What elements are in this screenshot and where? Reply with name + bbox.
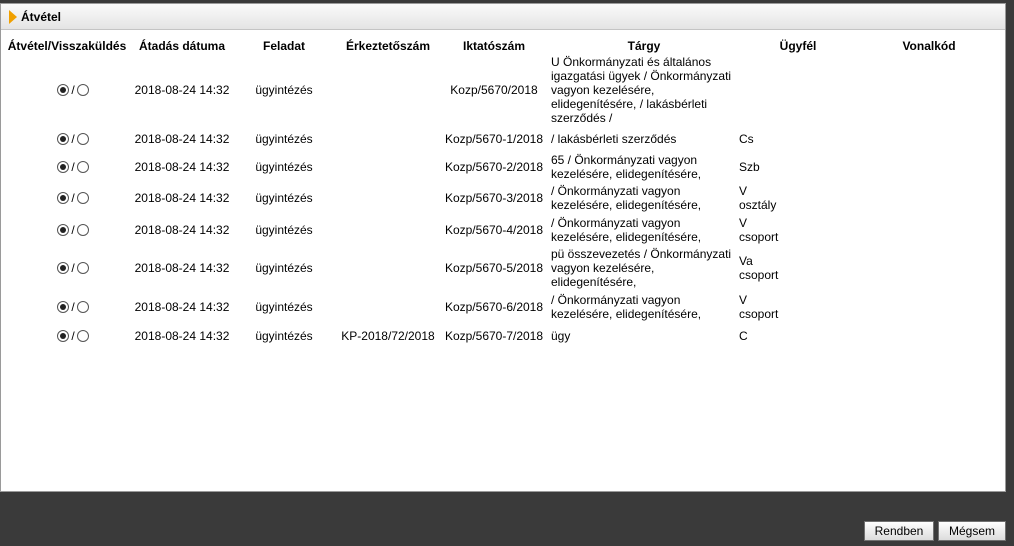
targy-cell: pü összevezetés / Önkormányzati vagyon kezelésére, elidegenítésére, <box>551 247 732 289</box>
ugyfel-cell: V csoport <box>739 216 779 244</box>
radio-cell <box>1 153 133 181</box>
iktatoszam-cell: Kozp/5670/2018 <box>450 83 538 97</box>
atadas-datuma-cell: 2018-08-24 14:32 <box>134 223 230 237</box>
iktatoszam-cell: Kozp/5670-3/2018 <box>444 191 544 205</box>
col-header-iktatoszam: Iktatószám <box>462 39 526 53</box>
triangle-right-icon <box>9 10 17 24</box>
erkeztetoszam-cell: KP-2018/72/2018 <box>341 329 435 343</box>
ugyfel-cell: V osztály <box>739 184 777 212</box>
erkeztetoszam-cell <box>337 153 439 181</box>
vonalkod-cell <box>857 181 1001 215</box>
feladat-cell: ügyintézés <box>255 132 313 146</box>
vonalkod-cell <box>857 245 1001 291</box>
targy-cell: ügy <box>551 329 571 343</box>
erkeztetoszam-cell <box>337 181 439 215</box>
vonalkod-cell <box>857 125 1001 153</box>
table-row <box>1 55 1001 125</box>
atvetel-dialog <box>0 3 1006 492</box>
radio-separator: / <box>71 191 75 205</box>
document-table <box>1 37 1001 349</box>
erkeztetoszam-cell <box>337 125 439 153</box>
radio-cell <box>1 125 133 153</box>
col-header-vonalkod: Vonalkód <box>902 39 956 53</box>
erkeztetoszam-cell <box>337 215 439 245</box>
radio-separator: / <box>71 83 75 97</box>
radio-separator: / <box>71 223 75 237</box>
atvetel-radio[interactable] <box>57 224 69 236</box>
iktatoszam-cell: Kozp/5670-2/2018 <box>444 160 544 174</box>
atadas-datuma-cell: 2018-08-24 14:32 <box>134 329 230 343</box>
vonalkod-cell <box>857 55 1001 125</box>
radio-separator: / <box>71 329 75 343</box>
feladat-cell: ügyintézés <box>255 191 313 205</box>
ok-button[interactable]: Rendben <box>864 521 934 541</box>
ugyfel-cell: Va csoport <box>739 254 779 282</box>
radio-separator: / <box>71 160 75 174</box>
atvetel-radio[interactable] <box>57 84 69 96</box>
iktatoszam-cell: Kozp/5670-5/2018 <box>444 261 544 275</box>
feladat-cell: ügyintézés <box>255 83 313 97</box>
feladat-cell: ügyintézés <box>255 329 313 343</box>
dialog-title: Átvétel <box>21 9 62 24</box>
vonalkod-cell <box>857 153 1001 181</box>
atadas-datuma-cell: 2018-08-24 14:32 <box>134 83 230 97</box>
atvetel-radio[interactable] <box>57 133 69 145</box>
feladat-cell: ügyintézés <box>255 300 313 314</box>
targy-cell: 65 / Önkormányzati vagyon kezelésére, elidegenítésére, <box>551 153 702 181</box>
vonalkod-cell <box>857 215 1001 245</box>
col-header-feladat: Feladat <box>262 39 305 53</box>
erkeztetoszam-cell <box>337 291 439 323</box>
visszakuldes-radio[interactable] <box>77 133 89 145</box>
erkeztetoszam-cell <box>337 245 439 291</box>
radio-cell <box>1 291 133 323</box>
ugyfel-cell: Cs <box>739 132 754 146</box>
feladat-cell: ügyintézés <box>255 261 313 275</box>
visszakuldes-radio[interactable] <box>77 161 89 173</box>
col-header-ugyfel: Ügyfél <box>779 39 817 53</box>
ugyfel-cell <box>739 55 857 125</box>
table-row <box>1 181 1001 215</box>
dialog-titlebar <box>1 4 1005 30</box>
table-body <box>1 55 1001 349</box>
table-row <box>1 215 1001 245</box>
targy-cell: / Önkormányzati vagyon kezelésére, elidegenítésére, <box>551 184 702 212</box>
targy-cell: / Önkormányzati vagyon kezelésére, elidegenítésére, <box>551 293 702 321</box>
iktatoszam-cell: Kozp/5670-1/2018 <box>444 132 544 146</box>
table-row <box>1 245 1001 291</box>
atadas-datuma-cell: 2018-08-24 14:32 <box>134 160 230 174</box>
feladat-cell: ügyintézés <box>255 160 313 174</box>
table-row <box>1 153 1001 181</box>
radio-cell <box>1 323 133 349</box>
visszakuldes-radio[interactable] <box>77 224 89 236</box>
atvetel-radio[interactable] <box>57 330 69 342</box>
radio-separator: / <box>71 132 75 146</box>
cancel-button[interactable]: Mégsem <box>938 521 1006 541</box>
ugyfel-cell: V csoport <box>739 293 779 321</box>
visszakuldes-radio[interactable] <box>77 84 89 96</box>
table-row <box>1 125 1001 153</box>
feladat-cell: ügyintézés <box>255 223 313 237</box>
visszakuldes-radio[interactable] <box>77 262 89 274</box>
visszakuldes-radio[interactable] <box>77 192 89 204</box>
ugyfel-cell: Szb <box>739 160 760 174</box>
table-header <box>1 37 1001 55</box>
atadas-datuma-cell: 2018-08-24 14:32 <box>134 261 230 275</box>
iktatoszam-cell: Kozp/5670-6/2018 <box>444 300 544 314</box>
targy-cell: U Önkormányzati és általános igazgatási ügyek / Önkormányzati vagyon kezelésére, elidegenítésére, / lakásbérleti szerződés / <box>551 55 732 125</box>
visszakuldes-radio[interactable] <box>77 330 89 342</box>
radio-cell <box>1 215 133 245</box>
ugyfel-cell: C <box>739 329 748 343</box>
vonalkod-cell <box>857 323 1001 349</box>
atvetel-radio[interactable] <box>57 301 69 313</box>
radio-cell <box>1 55 133 125</box>
atvetel-radio[interactable] <box>57 262 69 274</box>
radio-separator: / <box>71 261 75 275</box>
atadas-datuma-cell: 2018-08-24 14:32 <box>134 132 230 146</box>
col-header-erkeztetoszam: Érkeztetőszám <box>345 39 431 53</box>
atadas-datuma-cell: 2018-08-24 14:32 <box>134 191 230 205</box>
atvetel-radio[interactable] <box>57 161 69 173</box>
table-row <box>1 323 1001 349</box>
vonalkod-cell <box>857 291 1001 323</box>
radio-cell <box>1 181 133 215</box>
atvetel-radio[interactable] <box>57 192 69 204</box>
targy-cell: / Önkormányzati vagyon kezelésére, elidegenítésére, <box>551 216 702 244</box>
targy-cell: / lakásbérleti szerződés <box>551 132 677 146</box>
visszakuldes-radio[interactable] <box>77 301 89 313</box>
col-header-atvetel: Átvétel/Visszaküldés <box>7 39 127 53</box>
iktatoszam-cell: Kozp/5670-7/2018 <box>444 329 544 343</box>
erkeztetoszam-cell <box>337 55 439 125</box>
col-header-targy: Tárgy <box>627 39 661 53</box>
atadas-datuma-cell: 2018-08-24 14:32 <box>134 300 230 314</box>
radio-cell <box>1 245 133 291</box>
table-row <box>1 291 1001 323</box>
col-header-atadas-datuma: Átadás dátuma <box>138 39 226 53</box>
radio-separator: / <box>71 300 75 314</box>
iktatoszam-cell: Kozp/5670-4/2018 <box>444 223 544 237</box>
